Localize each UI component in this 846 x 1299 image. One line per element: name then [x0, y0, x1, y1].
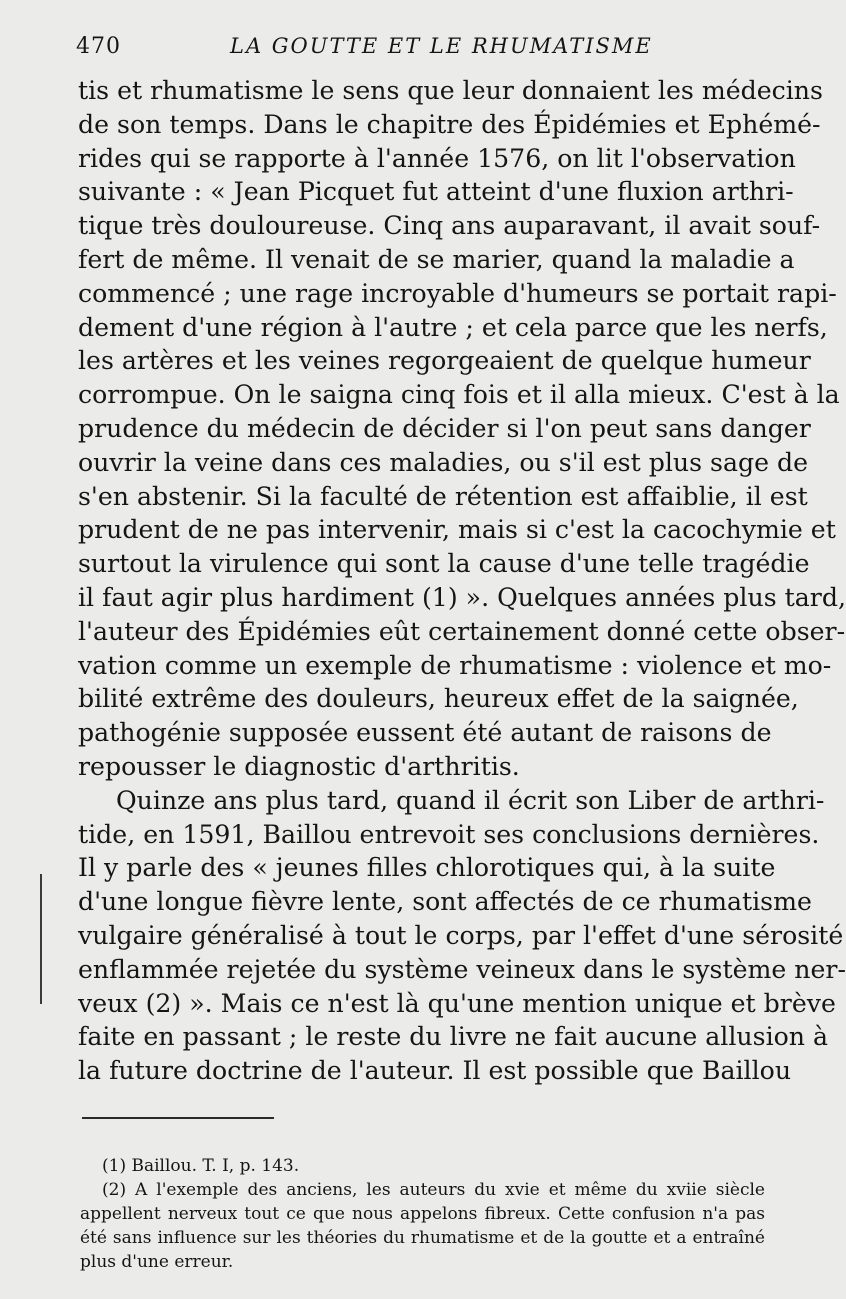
- text-line: ouvrir la veine dans ces maladies, ou s'il est plus sage de: [78, 447, 809, 477]
- text-line: la future doctrine de l'auteur. Il est possible que Baillou: [78, 1056, 792, 1086]
- footnotes: [80, 1154, 765, 1274]
- text-line: vation comme un exemple de rhumatisme : violence et mo-: [78, 650, 832, 680]
- text-line: rides qui se rapporte à l'année 1576, on lit l'observation: [78, 143, 796, 173]
- text-line: tide, en 1591, Baillou entrevoit ses conclusions dernières.: [78, 819, 820, 849]
- text-line: enflammée rejetée du système veineux dans le système ner-: [78, 954, 846, 984]
- text-line: veux (2) ». Mais ce n'est là qu'une mention unique et brève: [78, 988, 836, 1018]
- text-line: suivante : « Jean Picquet fut atteint d'une fluxion arthri-: [78, 177, 794, 207]
- text-line: pathogénie supposée eussent été autant de raisons de: [78, 718, 772, 748]
- text-line: bilité extrême des douleurs, heureux effet de la saignée,: [78, 684, 799, 714]
- text-line: il faut agir plus hardiment (1) ». Quelques années plus tard,: [78, 582, 846, 612]
- text-line: les artères et les veines regorgeaient de quelque humeur: [78, 346, 811, 376]
- text-line: dement d'une région à l'autre ; et cela parce que les nerfs,: [78, 312, 828, 342]
- footnote-line: plus d'une erreur.: [80, 1252, 234, 1272]
- text-line: Quinze ans plus tard, quand il écrit son Liber de arthri-: [116, 785, 825, 815]
- text-line: faite en passant ; le reste du livre ne fait aucune allusion à: [78, 1022, 829, 1052]
- text-line: prudence du médecin de décider si l'on peut sans danger: [78, 413, 811, 443]
- text-line: tis et rhumatisme le sens que leur donnaient les médecins: [78, 76, 823, 105]
- text-line: Il y parle des « jeunes filles chlorotiques qui, à la suite: [78, 853, 776, 883]
- text-line: s'en abstenir. Si la faculté de rétention est affaiblie, il est: [78, 481, 808, 511]
- text-line: surtout la virulence qui sont la cause d'une telle tragédie: [78, 549, 810, 579]
- text-line: vulgaire généralisé à tout le corps, par l'effet d'une sérosité: [78, 920, 844, 950]
- footnote-line: appellent nerveux tout ce que nous appelons fibreux. Cette confusion n'a pas: [80, 1204, 765, 1224]
- text-line: de son temps. Dans le chapitre des Épidémies et Ephémé-: [78, 109, 821, 139]
- body-text: [78, 74, 846, 1088]
- text-line: l'auteur des Épidémies eût certainement donné cette obser-: [78, 616, 846, 646]
- footnote-separator: [82, 1117, 274, 1119]
- text-line: fert de même. Il venait de se marier, quand la maladie a: [78, 244, 795, 274]
- running-head: LA GOUTTE ET LE RHUMATISME: [230, 34, 653, 58]
- text-line: d'une longue fièvre lente, sont affectés de ce rhumatisme: [78, 887, 812, 917]
- text-line: commencé ; une rage incroyable d'humeurs se portait rapi-: [78, 278, 837, 308]
- footnote-line: (1) Baillou. T. I, p. 143.: [102, 1156, 300, 1176]
- text-line: prudent de ne pas intervenir, mais si c'est la cacochymie et: [78, 515, 836, 545]
- page-header: [76, 34, 766, 68]
- text-line: tique très douloureuse. Cinq ans auparavant, il avait souf-: [78, 211, 821, 241]
- text-line: repousser le diagnostic d'arthritis.: [78, 751, 520, 781]
- footnote-line: (2) A l'exemple des anciens, les auteurs du xvie et même du xviie siècle: [102, 1180, 765, 1200]
- page-number: 470: [76, 34, 121, 59]
- margin-pencil-mark: [40, 874, 56, 1004]
- text-line: corrompue. On le saigna cinq fois et il alla mieux. C'est à la: [78, 380, 840, 410]
- footnote-line: été sans influence sur les théories du rhumatisme et de la goutte et a entraîné: [80, 1228, 765, 1248]
